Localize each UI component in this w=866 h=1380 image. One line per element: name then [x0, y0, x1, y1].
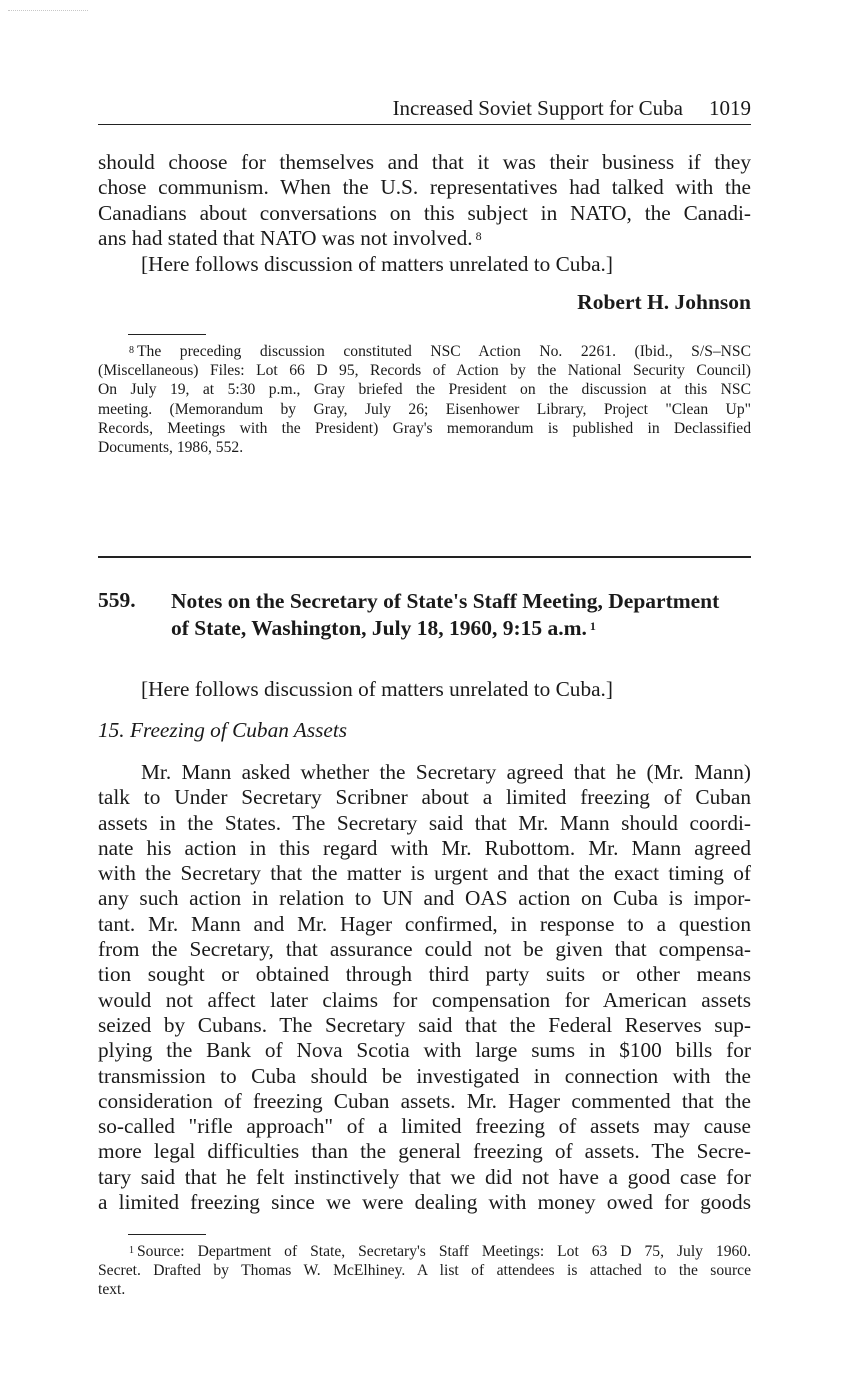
paragraph-line: plying the Bank of Nova Scotia with large sums in $100 bills for [98, 1038, 751, 1063]
paragraph-line: with the Secretary that the matter is urgent and that the exact timing of [98, 861, 751, 886]
document-title-text: of State, Washington, July 18, 1960, 9:15 a.m. [171, 616, 587, 640]
footnote-1 [98, 1242, 751, 1300]
signature: Robert H. Johnson [577, 290, 751, 314]
paragraph-line: tary said that he felt instinctively that we did not have a good case for [98, 1164, 751, 1189]
footnote-line: On July 19, at 5:30 p.m., Gray briefed the President on the discussion at this NSC [98, 381, 751, 399]
paragraph-line: talk to Under Secretary Scribner about a limited freezing of Cuban [98, 785, 751, 810]
paragraph-line: tant. Mr. Mann and Mr. Hager confirmed, in response to a question [98, 911, 751, 936]
footnote-line [98, 342, 751, 361]
paragraph-line: from the Secretary, that assurance could not be given that compensa- [98, 937, 751, 962]
omission-note-text: [Here follows discussion of matters unrelated to Cuba.] [141, 677, 613, 701]
paragraph-line: so-called "rifle approach" of a limited freezing of assets may cause [98, 1114, 751, 1139]
running-head [98, 94, 751, 125]
omission-note [98, 252, 751, 277]
paragraph-line [98, 226, 751, 251]
footnote-divider [128, 334, 206, 335]
paragraph-line: assets in the States. The Secretary said that Mr. Mann should coordi- [98, 810, 751, 835]
footnote-marker: 8 [129, 345, 134, 356]
paragraph-line: nate his action in this regard with Mr. Rubottom. Mr. Mann agreed [98, 835, 751, 860]
footnote-line: Documents, 1986, 552. [98, 438, 244, 456]
footnote-line-text: Source: Department of State, Secretary's Staff Meetings: Lot 63 D 75, July 1960. [137, 1243, 751, 1260]
page-number: 1019 [709, 96, 751, 120]
section-heading: 15. Freezing of Cuban Assets [98, 718, 348, 742]
paragraph-line: any such action in relation to UN and OAS action on Cuba is impor- [98, 886, 751, 911]
footnote-reference-8[interactable]: 8 [475, 228, 482, 243]
footnote-line: meeting. (Memorandum by Gray, July 26; Eisenhower Library, Project "Clean Up" [98, 400, 751, 418]
paragraph-line: should choose for themselves and that it was their business if they [98, 150, 751, 174]
paragraph-line: more legal difficulties than the general freezing of assets. The Secre- [98, 1139, 751, 1164]
document-number: 559. [98, 588, 136, 612]
footnote-line-text: The preceding discussion constituted NSC Action No. 2261. (Ibid., S/S–NSC [137, 343, 751, 360]
footnote-reference-1[interactable]: 1 [589, 619, 596, 633]
paragraph-line: Mr. Mann asked whether the Secretary agreed that he (Mr. Mann) [141, 760, 751, 784]
paragraph-line: transmission to Cuba should be investigated in connection with the [98, 1063, 751, 1088]
footnote-line: (Miscellaneous) Files: Lot 66 D 95, Records of Action by the National Security Council) [98, 362, 751, 380]
scan-artifact [8, 10, 88, 14]
paragraph-line: seized by Cubans. The Secretary said that the Federal Reserves sup- [98, 1012, 751, 1037]
footnote-marker: 1 [129, 1245, 134, 1256]
running-head-title: Increased Soviet Support for Cuba [392, 96, 683, 120]
footnote-line [98, 1242, 751, 1261]
document-title-line: Notes on the Secretary of State's Staff Meeting, Department [171, 589, 720, 613]
document-title [171, 588, 751, 642]
paragraph-line: chose communism. When the U.S. representatives had talked with the [98, 175, 751, 200]
paragraph-line: Canadians about conversations on this subject in NATO, the Canadi- [98, 200, 751, 225]
document-title-line [171, 615, 751, 642]
footnote-8 [98, 342, 751, 457]
omission-note [98, 677, 751, 702]
paragraph-line: would not affect later claims for compensation for American assets [98, 987, 751, 1012]
footnote-line: Records, Meetings with the President) Gray's memorandum is published in Declassified [98, 419, 751, 437]
footnote-line: Secret. Drafted by Thomas W. McElhiney. A list of attendees is attached to the source [98, 1262, 751, 1280]
paragraph-line: tion sought or obtained through third party suits or other means [98, 962, 751, 987]
footnote-divider [128, 1234, 206, 1235]
omission-note-text: [Here follows discussion of matters unrelated to Cuba.] [141, 252, 613, 276]
paragraph-line: a limited freezing since we were dealing with money owed for goods [98, 1190, 751, 1215]
footnote-line: text. [98, 1281, 126, 1299]
paragraph-line-text: ans had stated that NATO was not involved. [98, 225, 473, 250]
paragraph-line: consideration of freezing Cuban assets. Mr. Hager commented that the [98, 1088, 751, 1113]
main-paragraph [98, 760, 751, 1215]
continued-paragraph [98, 150, 751, 251]
section-divider [98, 556, 751, 558]
